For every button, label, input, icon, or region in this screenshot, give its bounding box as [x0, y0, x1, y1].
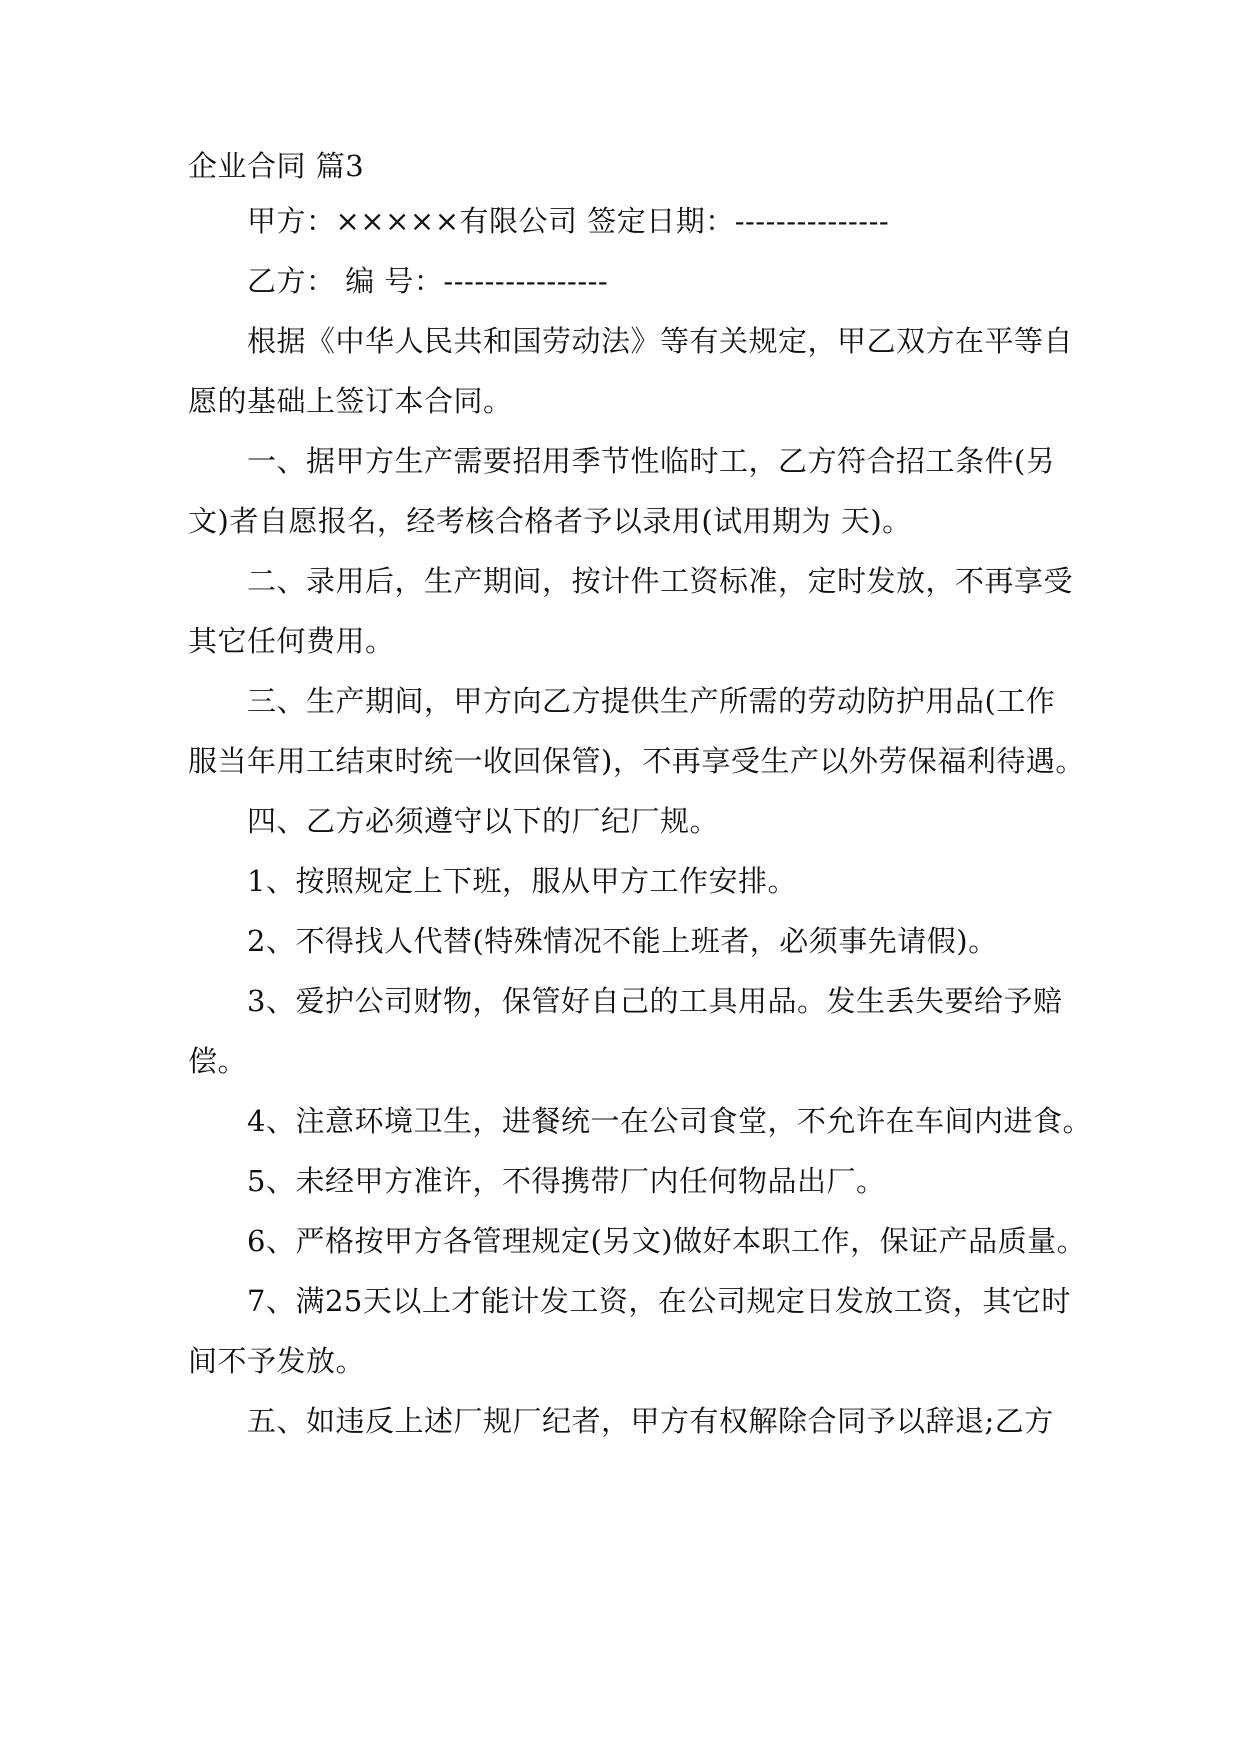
rule-4: 4、注意环境卫生，进餐统一在公司食堂，不允许在车间内进食。: [247, 1104, 1092, 1138]
rule-5: 5、未经甲方准许，不得携带厂内任何物品出厂。: [247, 1164, 886, 1198]
rule-2: 2、不得找人代替(特殊情况不能上班者，必须事先请假)。: [247, 924, 998, 958]
clause-2-line-2: 其它任何费用。: [188, 624, 395, 658]
rule-1: 1、按照规定上下班，服从甲方工作安排。: [247, 864, 797, 898]
rule-6: 6、严格按甲方各管理规定(另文)做好本职工作，保证产品质量。: [247, 1224, 1087, 1258]
rule-7-line-2: 间不予发放。: [188, 1344, 366, 1378]
clause-1-line-1: 一、据甲方生产需要招用季节性临时工，乙方符合招工条件(另: [247, 444, 1056, 478]
rule-3-line-2: 偿。: [188, 1044, 248, 1078]
rule-7-line-1: 7、满25天以上才能计发工资，在公司规定日发放工资，其它时: [247, 1284, 1071, 1318]
document-title: 企业合同 篇3: [188, 149, 365, 183]
clause-2-line-1: 二、录用后，生产期间，按计件工资标准，定时发放，不再享受: [247, 564, 1074, 598]
clause-3-line-2: 服当年用工结束时统一收回保管)，不再享受生产以外劳保福利待遇。: [188, 744, 1085, 778]
party-a-line: 甲方：×××××有限公司 签定日期：---------------: [247, 204, 890, 238]
clause-4-heading: 四、乙方必须遵守以下的厂纪厂规。: [247, 804, 720, 838]
clause-5-line-1: 五、如违反上述厂规厂纪者，甲方有权解除合同予以辞退;乙方: [247, 1404, 1054, 1438]
intro-paragraph-line-2: 愿的基础上签订本合同。: [188, 384, 513, 418]
party-b-line: 乙方： 编 号：----------------: [247, 264, 609, 298]
rule-3-line-1: 3、爱护公司财物，保管好自己的工具用品。发生丢失要给予赔: [247, 984, 1063, 1018]
clause-3-line-1: 三、生产期间，甲方向乙方提供生产所需的劳动防护用品(工作: [247, 684, 1056, 718]
intro-paragraph-line-1: 根据《中华人民共和国劳动法》等有关规定，甲乙双方在平等自: [247, 324, 1074, 358]
clause-1-line-2: 文)者自愿报名，经考核合格者予以录用(试用期为 天)。: [188, 504, 912, 538]
